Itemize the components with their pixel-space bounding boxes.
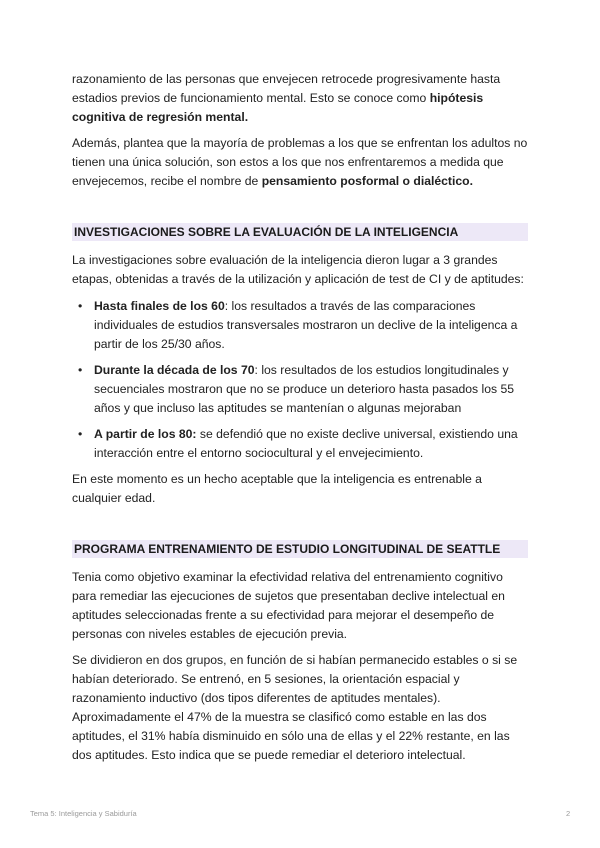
stage-text: : los resultados de los estudios longitudinales y secuenciales mostraron que no se produce un deterioro hasta pasados los 55 años y que incluso las aptitudes se mantenían o algunas mejoraban (94, 363, 515, 415)
bullet-dot-icon: • (78, 299, 83, 313)
stage-title: Hasta finales de los 60 (94, 299, 225, 313)
paragraph-regression (72, 70, 528, 127)
list-item (72, 297, 528, 354)
stage-title: Durante la década de los 70 (94, 363, 255, 377)
page-number: 2 (566, 809, 571, 818)
section-heading-seattle: PROGRAMA ENTRENAMIENTO DE ESTUDIO LONGITUDINAL DE SEATTLE (72, 540, 528, 558)
document-page (72, 70, 528, 765)
paragraph-seattle-objective: Tenia como objetivo examinar la efectividad relativa del entrenamiento cognitivo para remediar las ejecuciones de sujetos que presentaban declive intelectual en aptitudes seleccionadas frente a su efectividad para mejorar el desempeño de personas con niveles estables de ejecución previa. (72, 570, 505, 641)
stage-title: A partir de los 80: (94, 427, 197, 441)
term-postformal-thinking: pensamiento posformal o dialéctico. (261, 174, 473, 188)
paragraph-postformal (72, 134, 528, 191)
list-item (72, 425, 528, 463)
stages-list (72, 297, 528, 463)
stage-text: se defendió que no existe declive universal, existiendo una interacción entre el entorno sociocultural y el envejecimiento. (94, 427, 518, 460)
paragraph-postformal-text: Además, plantea que la mayoría de problemas a los que se enfrentan los adultos no tienen una única solución, son estos a los que nos enfrentaremos a medida que envejecemos, recibe el nombre de (72, 136, 528, 188)
bullet-dot-icon: • (78, 427, 83, 441)
footer-title: Tema 5: Inteligencia y Sabiduría (30, 809, 137, 818)
term-regression-hypothesis: hipótesis cognitiva de regresión mental. (72, 91, 484, 124)
section-heading-evaluation: INVESTIGACIONES SOBRE LA EVALUACIÓN DE LA INTELIGENCIA (72, 223, 528, 241)
paragraph-trainable: En este momento es un hecho aceptable que la inteligencia es entrenable a cualquier edad. (72, 472, 482, 505)
paragraph-regression-text: razonamiento de las personas que envejecen retrocede progresivamente hasta estadios previos de funcionamiento mental. Esto se conoce como (72, 72, 501, 105)
bullet-dot-icon: • (78, 363, 83, 377)
paragraph-seattle-groups: Se dividieron en dos grupos, en función de si habían permanecido estables o si se habían deteriorado. Se entrenó, en 5 sesiones, la orientación espacial y razonamiento inductivo (dos tipos diferentes de aptitudes mentales). Aproximadamente el 47% de la muestra se clasificó como estable en las dos aptitudes, el 31% había disminuido en sólo una de ellas y el 22% restante, en las dos aptitudes. Esto indica que se puede remediar el deterioro intelectual. (72, 653, 518, 762)
list-item (72, 361, 528, 418)
section-intro-evaluation: La investigaciones sobre evaluación de la inteligencia dieron lugar a 3 grandes etapas, obtenidas a través de la utilización y aplicación de test de CI y de aptitudes: (72, 253, 524, 286)
stage-text: : los resultados a través de las comparaciones individuales de estudios transversales mostraron un declive de la inteligenca a partir de los 25/30 años. (94, 299, 518, 351)
